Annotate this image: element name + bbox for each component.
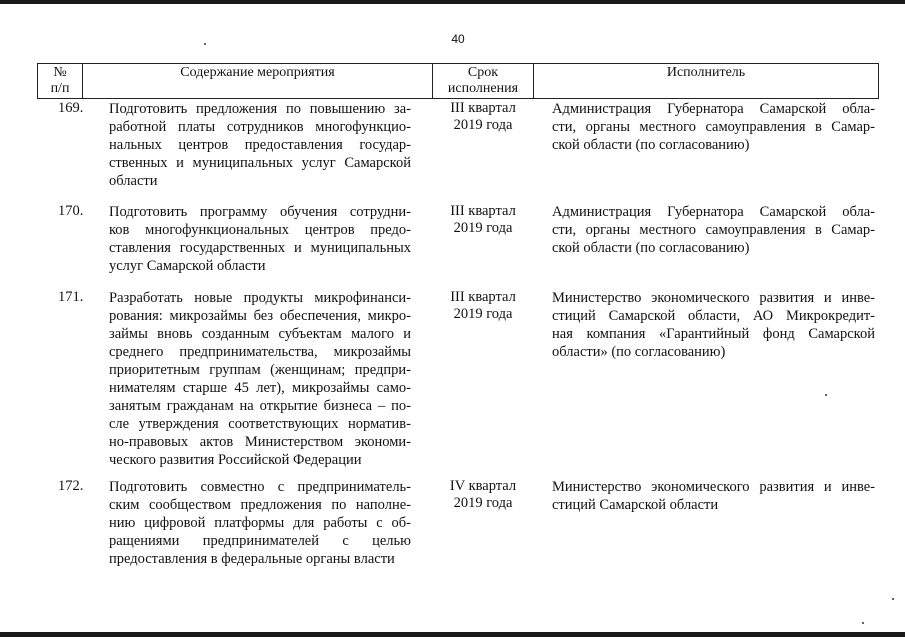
- text-line: ским сообществом предложения по наполне-: [109, 497, 411, 513]
- header-term: [433, 63, 533, 99]
- row-term: [433, 100, 533, 134]
- term-line: IV квартал: [449, 478, 517, 494]
- text-line: приоритетным группам (женщинам; предпри-: [109, 362, 411, 378]
- header-term-line: исполнения: [447, 81, 519, 96]
- text-line: ческого развития Российской Федерации: [109, 452, 362, 468]
- header-num-line: №: [53, 65, 67, 80]
- text-line: но-правовых актов Министерством экономи-: [109, 434, 411, 450]
- text-line: сти, органы местного самоуправления в Самар-: [552, 222, 875, 238]
- header-term-line: Срок: [467, 65, 499, 80]
- bottom-scan-border: [0, 632, 905, 637]
- text-line: Министерство экономического развития и инве-: [552, 479, 875, 495]
- row-number: 170.: [58, 203, 84, 219]
- text-line: Администрация Губернатора Самарской обла-: [552, 204, 875, 220]
- text-line: сле утверждения соответствующих норматив-: [109, 416, 411, 432]
- scan-speck: [204, 43, 206, 45]
- term-line: 2019 года: [453, 117, 513, 133]
- row-number: 172.: [58, 478, 84, 494]
- row-number: 171.: [58, 289, 84, 305]
- text-line: ской области (по согласованию): [552, 240, 750, 256]
- text-line: ков многофункциональных центров предо-: [109, 222, 411, 238]
- text-line: нальных центров предоставления государ-: [109, 137, 411, 153]
- text-line: Подготовить совместно с предприниматель-: [109, 479, 411, 495]
- row-term: [433, 203, 533, 237]
- scan-speck: [892, 598, 894, 600]
- text-line: области» (по согласованию): [552, 344, 726, 360]
- text-line: Подготовить предложения по повышению за-: [109, 101, 411, 117]
- row-content: [109, 289, 411, 469]
- header-num: [38, 63, 82, 99]
- scan-speck: [825, 394, 827, 396]
- top-scan-border: [0, 0, 905, 4]
- term-line: 2019 года: [453, 495, 513, 511]
- text-line: ращениями предпринимателей с целью: [109, 533, 411, 549]
- row-executor: [552, 203, 875, 257]
- header-content: Содержание мероприятия: [180, 65, 335, 80]
- header-num-line: п/п: [50, 81, 70, 96]
- row-term: [433, 478, 533, 512]
- text-line: занятым гражданам на открытие бизнеса – по-: [109, 398, 411, 414]
- term-line: III квартал: [450, 100, 516, 116]
- text-line: нимателям старше 45 лет), микрозаймы само-: [109, 380, 411, 396]
- row-term: [433, 289, 533, 323]
- text-line: ской области (по согласованию): [552, 137, 750, 153]
- term-line: III квартал: [450, 203, 516, 219]
- term-line: III квартал: [450, 289, 516, 305]
- row-number: 169.: [58, 100, 84, 116]
- term-line: 2019 года: [453, 306, 513, 322]
- text-line: ставления государственных и муниципальных: [109, 240, 411, 256]
- row-executor: [552, 478, 875, 514]
- scan-speck: [862, 622, 864, 624]
- header-executor: Исполнитель: [666, 65, 746, 80]
- text-line: ственных и муниципальных услуг Самарской: [109, 155, 411, 171]
- text-line: ная компания «Гарантийный фонд Самарской: [552, 326, 875, 342]
- text-line: области: [109, 173, 158, 189]
- text-line: стиций Самарской области: [552, 497, 719, 513]
- row-content: [109, 100, 411, 190]
- text-line: Подготовить программу обучения сотрудни-: [109, 204, 411, 220]
- text-line: работной платы сотрудников многофункцио-: [109, 119, 411, 135]
- term-line: 2019 года: [453, 220, 513, 236]
- text-line: Администрация Губернатора Самарской обла-: [552, 101, 875, 117]
- row-executor: [552, 289, 875, 361]
- row-executor: [552, 100, 875, 154]
- text-line: предоставления в федеральные органы власти: [109, 551, 395, 567]
- text-line: сти, органы местного самоуправления в Самар-: [552, 119, 875, 135]
- text-line: займы вновь созданным субъектам малого и: [109, 326, 411, 342]
- text-line: Министерство экономического развития и инве-: [552, 290, 875, 306]
- text-line: нию цифровой платформы для работы с об-: [109, 515, 411, 531]
- row-content: [109, 478, 411, 568]
- page-number: 40: [451, 32, 465, 46]
- text-line: рования: микрозаймы без обеспечения, микро-: [109, 308, 411, 324]
- text-line: Разработать новые продукты микрофинанси-: [109, 290, 411, 306]
- text-line: среднего предпринимательства, микрозаймы: [109, 344, 411, 360]
- row-content: [109, 203, 411, 275]
- text-line: стиций Самарской области, АО Микрокредит-: [552, 308, 875, 324]
- text-line: услуг Самарской области: [109, 258, 266, 274]
